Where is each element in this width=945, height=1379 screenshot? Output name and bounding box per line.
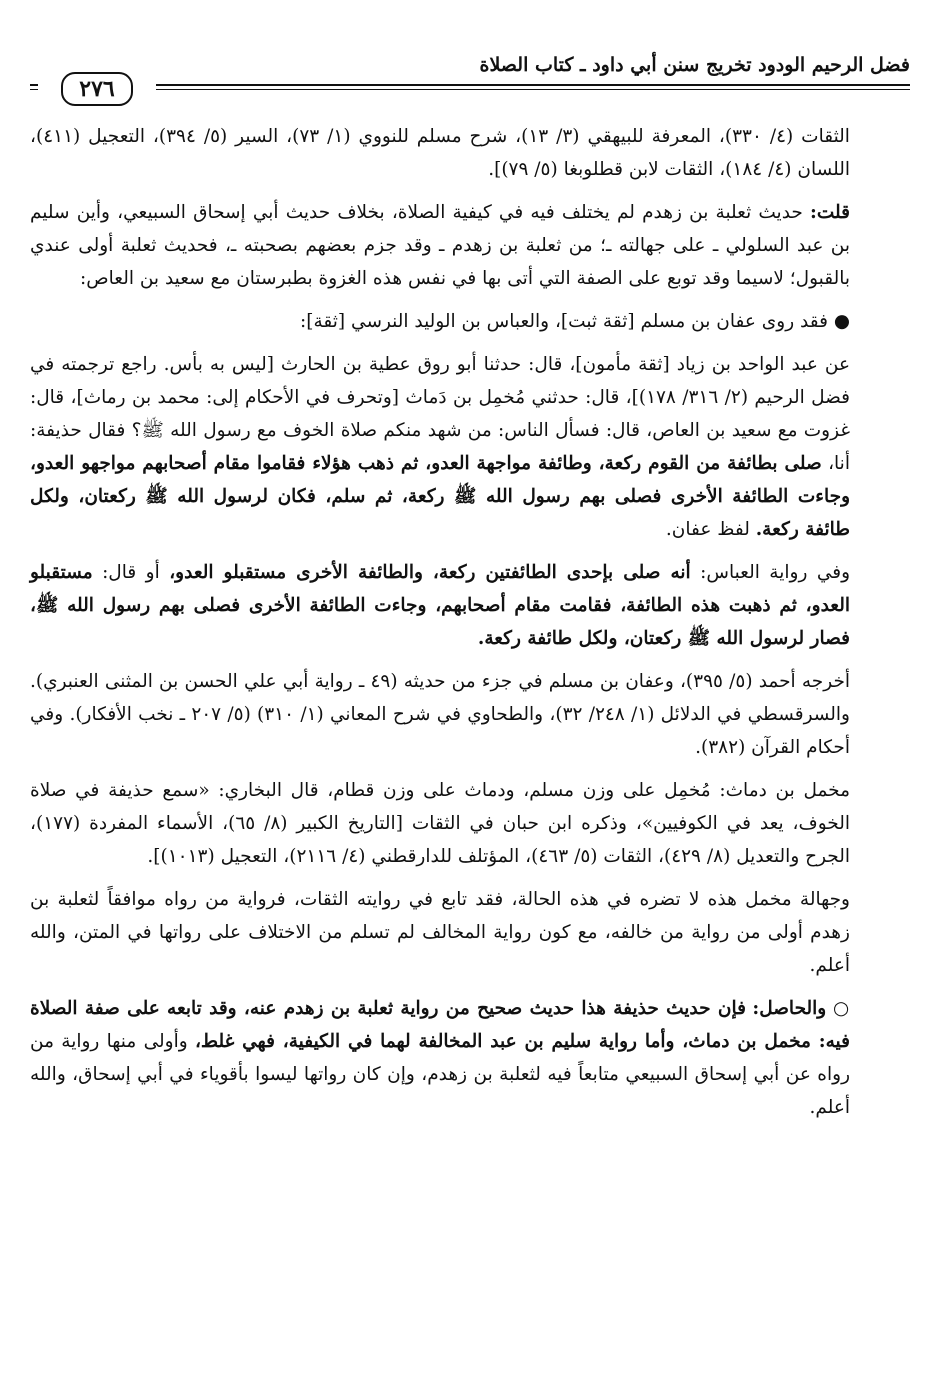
matn-text: صلى بطائفة من القوم ركعة، وطائفة مواجهة العدو، ثم ذهب هؤلاء فقاموا مقام أصحابهم مواجهو العدو، وجاءت الطائفة الأخرى فصلى بهم رسول الله ﷺ ركعة، ثم سلم، فكان لرسول الله ﷺ ركعتان، ولكل طائفة ركعة. xyxy=(30,453,850,540)
paragraph-assessment xyxy=(30,883,850,982)
page-body xyxy=(30,120,850,1134)
narration-lead: وفي رواية العباس: xyxy=(700,562,851,583)
paragraph-text: حديث ثعلبة بن زهدم لم يختلف فيه في كيفية الصلاة، بخلاف حديث أبي إسحاق السبيعي، وأين سليم بن عبد السلولي ـ على جهالته ـ؛ من ثعلبة بن زهدم ـ وقد جزم بعضهم بصحبته ـ، فحديث ثعلبة أولى عندي بالقبول؛ لاسيما وقد توبع على الصفة التي أتى بها في نفس هذه الغزوة بطبرستان مع سعيد بن العاص: xyxy=(30,202,850,289)
paragraph-conclusion xyxy=(30,992,850,1124)
paragraph-text: مخمل بن دماث: مُخمِل على وزن مسلم، ودماث على وزن قطام، قال البخاري: «سمع حذيفة في صلاة الخوف، يعد في الكوفيين»، وذكره ابن حبان في الثقات [التاريخ الكبير (٨/ ٦٥)، الأسماء المفردة (١٧٧)، الجرح والتعديل (٨/ ٤٢٩)، الثقات (٥/ ٤٦٣)، المؤتلف للدارقطني (٤/ ٢١١٦)، التعجيل (١٠١٣)]. xyxy=(30,780,850,867)
paragraph-text: الثقات (٤/ ٣٣٠)، المعرفة للبيهقي (٣/ ١٣)، شرح مسلم للنووي (١/ ٧٣)، السير (٥/ ٣٩٤)، التعجيل (٤١١)، اللسان (٤/ ١٨٤)، الثقات لابن قطلوبغا (٥/ ٧٩)]. xyxy=(30,126,850,180)
matn-text: مستقبلو العدو، ثم ذهبت هذه الطائفة، فقامت مقام أصحابهم، وجاءت الطائفة الأخرى فصلى بهم رسول الله ﷺ، فصار لرسول الله ﷺ ركعتان، ولكل طائفة ركعة. xyxy=(30,562,850,649)
paragraph-hadith xyxy=(30,348,850,546)
circle-marker: ○ xyxy=(832,998,850,1019)
paragraph-text: فقد روى عفان بن مسلم [ثقة ثبت]، والعباس بن الوليد النرسي [ثقة]: xyxy=(300,311,828,332)
narration-aside: أو قال: xyxy=(102,562,160,583)
isnad-text: عن عبد الواحد بن زياد [ثقة مأمون]، قال: حدثنا أبو روق عطية بن الحارث [ليس به بأس. راجع ترجمته في فضل الرحيم (٢/ ٣١٦/ ١٧٨)]، قال: حدثني مُخمِل بن دَماث [وتحرف في الأحكام إلى: محمد بن رماث]، قال: غزوت مع سعيد بن العاص، قال: فسأل الناس: من شهد منكم صلاة الخوف مع رسول الله ﷺ؟ فقال حذيفة: أنا، xyxy=(30,354,850,474)
wording-note: لفظ عفان. xyxy=(665,519,750,540)
paragraph-narrator-bio xyxy=(30,774,850,873)
running-title: فضل الرحيم الودود تخريج سنن أبي داود ـ كتاب الصلاة xyxy=(479,54,910,76)
bullet-marker: ● xyxy=(833,311,850,332)
page-header xyxy=(30,48,910,108)
page-number-box xyxy=(38,70,156,108)
header-rule-thin xyxy=(30,89,910,90)
paragraph-abbas-narration xyxy=(30,556,850,655)
conclusion-bold-text: والحاصل: فإن حديث حذيفة هذا حديث صحيح من رواية ثعلبة بن زهدم عنه، وقد تابعه على صفة الصلاة فيه: مخمل بن دماث، وأما رواية سليم بن عبد المخالفة لهما في الكيفية، فهي غلط، xyxy=(30,998,850,1052)
header-rule xyxy=(30,84,910,86)
lead-word: قلت: xyxy=(810,202,850,223)
paragraph-text: أخرجه أحمد (٥/ ٣٩٥)، وعفان بن مسلم في جزء من حديثه (٤٩ ـ رواية أبي علي الحسن بن المثنى العنبري). والسرقسطي في الدلائل (١/ ٢٤٨/ ٣٢)، والطحاوي في شرح المعاني (١/ ٣١٠) (٥/ ٢٠٧ ـ نخب الأفكار). وفي أحكام القرآن (٣٨٢). xyxy=(30,671,851,758)
paragraph-comment xyxy=(30,196,850,295)
paragraph-takhrij xyxy=(30,665,850,764)
page-number: ٢٧٦ xyxy=(61,72,132,106)
paragraph-text: وأولى منها رواية من رواه عن أبي إسحاق السبيعي متابعاً فيه لثعلبة بن زهدم، وإن كان رواتها ليسوا بأقوياء في أبي إسحاق، والله أعلم. xyxy=(30,1031,850,1118)
paragraph-narration-intro xyxy=(30,305,850,338)
paragraph-references xyxy=(30,120,850,186)
matn-text: أنه صلى بإحدى الطائفتين ركعة، والطائفة الأخرى مستقبلو العدو، xyxy=(169,562,691,583)
paragraph-text: وجهالة مخمل هذه لا تضره في هذه الحالة، فقد تابع في روايته الثقات، فرواية من رواه موافقاً لثعلبة بن زهدم أولى من رواية من خالفه، مع كون رواية المخالف لم تسلم من الاختلاف على رواتها في المتن، والله أعلم. xyxy=(30,889,850,976)
